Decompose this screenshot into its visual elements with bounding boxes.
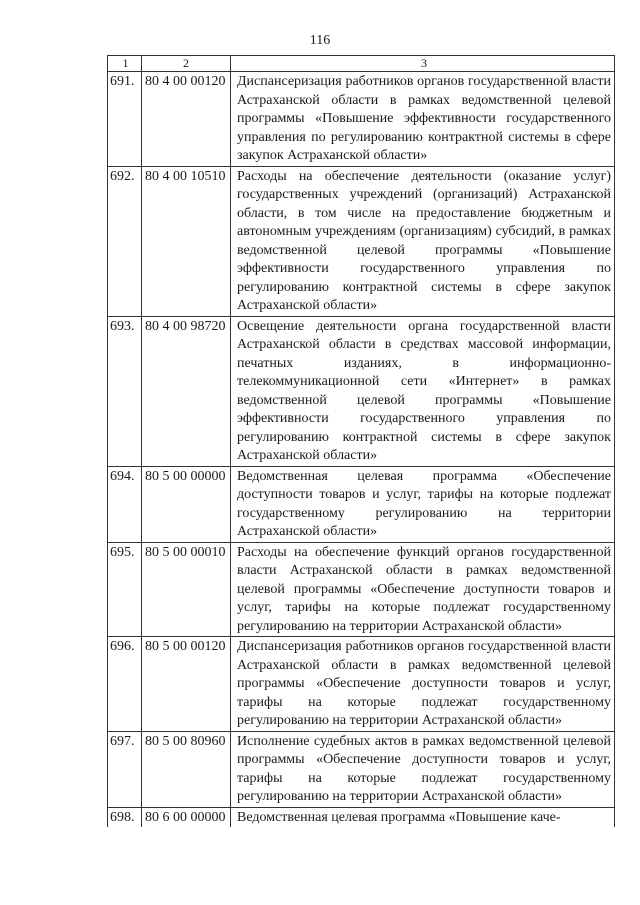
table-header-row — [108, 56, 615, 72]
row-number: 696. — [108, 637, 142, 732]
table-row — [108, 166, 615, 316]
row-description: Диспансеризация работников органов государственной власти Астраханской области в рамках ведомственной целевой программы «Обеспечение доступности товаров и услуг, тарифы на которые подлежат государственному регулированию на территории Астраханской области» — [231, 637, 615, 732]
row-number: 698. — [108, 807, 142, 827]
row-code: 80 5 00 80960 — [142, 731, 231, 807]
table-row — [108, 72, 615, 167]
row-number: 692. — [108, 166, 142, 316]
row-number: 697. — [108, 731, 142, 807]
page-number: 116 — [309, 33, 331, 48]
row-description: Расходы на обеспечение функций органов государственной власти Астраханской области в рамках ведомственной целевой программы «Обеспечение доступности товаров и услуг, тарифы на которые подлежат государственному регулированию на территории Астраханской области» — [231, 542, 615, 637]
column-header-1: 1 — [108, 56, 142, 72]
row-description: Освещение деятельности органа государственной власти Астраханской области в средствах массовой информации, печатных изданиях, в информационно-телекоммуникационной сети «Интернет» в рамках ведомственной целевой программы «Повышение эффективности государственного управления по регулированию контрактной системы в сфере закупок Астраханской области» — [231, 316, 615, 466]
row-code: 80 5 00 00120 — [142, 637, 231, 732]
row-number: 695. — [108, 542, 142, 637]
row-code: 80 4 00 98720 — [142, 316, 231, 466]
row-code: 80 4 00 10510 — [142, 166, 231, 316]
column-header-3: 3 — [231, 56, 615, 72]
row-code: 80 6 00 00000 — [142, 807, 231, 827]
row-description: Ведомственная целевая программа «Обеспечение доступности товаров и услуг, тарифы на которые подлежат государственному регулированию на территории Астраханской области» — [231, 466, 615, 542]
row-code: 80 4 00 00120 — [142, 72, 231, 167]
row-number: 694. — [108, 466, 142, 542]
row-description: Ведомственная целевая программа «Повышение каче- — [231, 807, 615, 827]
table-row — [108, 466, 615, 542]
row-code: 80 5 00 00010 — [142, 542, 231, 637]
row-number: 691. — [108, 72, 142, 167]
row-number: 693. — [108, 316, 142, 466]
table-row — [108, 542, 615, 637]
row-description: Диспансеризация работников органов государственной власти Астраханской области в рамках ведомственной целевой программы «Повышение эффективности государственного управления по регулированию контрактной системы в сфере закупок Астраханской области» — [231, 72, 615, 167]
table-row — [108, 316, 615, 466]
table-row — [108, 731, 615, 807]
row-description: Расходы на обеспечение деятельности (оказание услуг) государственных учреждений (организаций) Астраханской области, в том числе на предоставление бюджетным и автономным учреждениям (организациям) субсидий, в рамках ведомственной целевой программы «Повышение эффективности государственного управления по регулированию контрактной системы в сфере закупок Астраханской области» — [231, 166, 615, 316]
column-header-2: 2 — [142, 56, 231, 72]
row-code: 80 5 00 00000 — [142, 466, 231, 542]
table-row — [108, 637, 615, 732]
table-row — [108, 807, 615, 827]
row-description: Исполнение судебных актов в рамках ведомственной целевой программы «Обеспечение доступности товаров и услуг, тарифы на которые подлежат государственному регулированию на территории Астраханской области» — [231, 731, 615, 807]
budget-classification-table — [107, 55, 615, 827]
